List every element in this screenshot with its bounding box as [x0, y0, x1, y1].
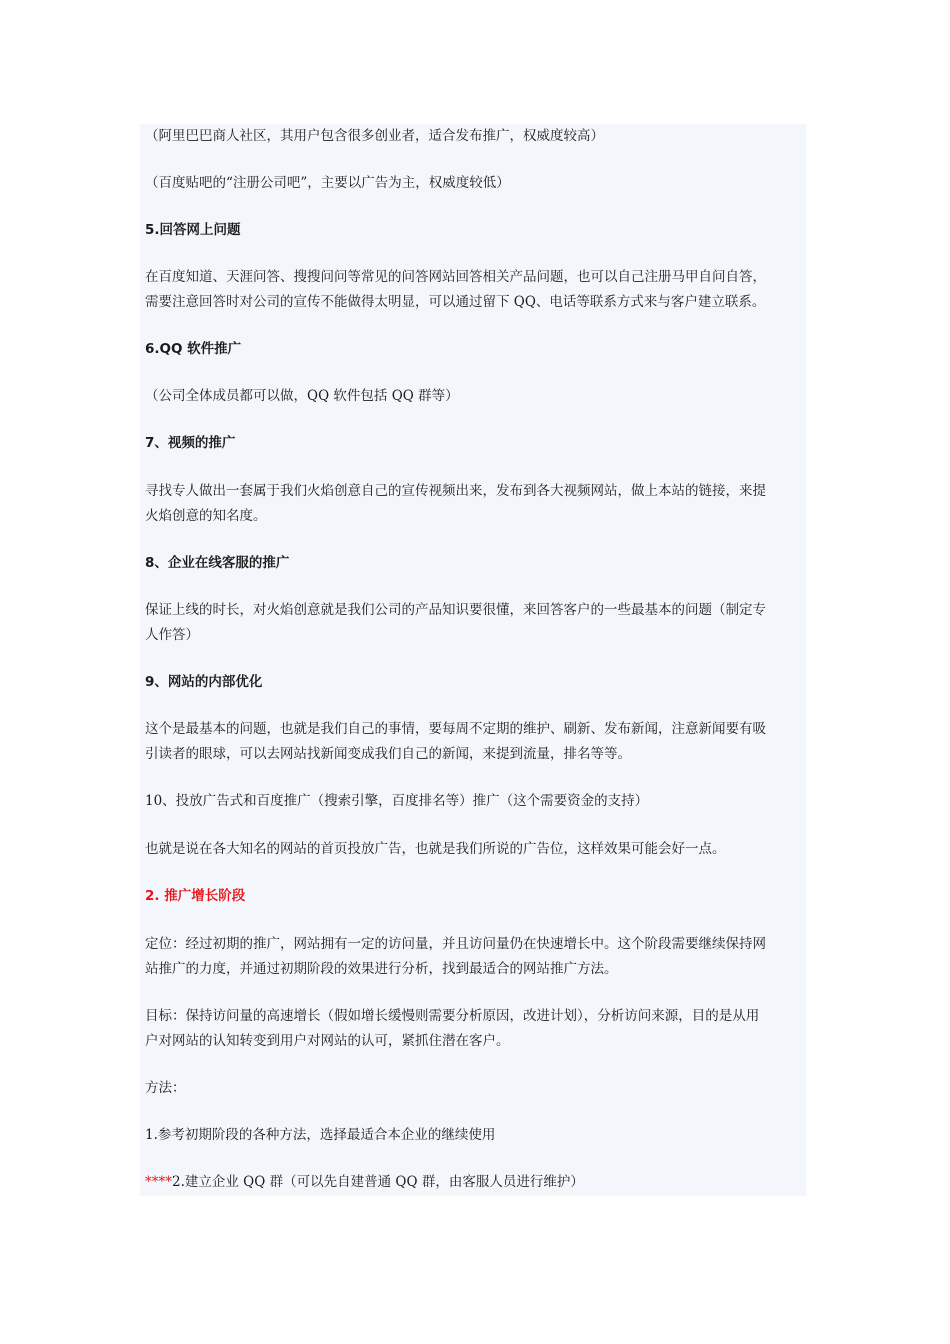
paragraph-line: 寻找专人做出一套属于我们火焰创意自己的宣传视频出来，发布到各大视频网站，做上本站的链接，来提	[145, 483, 766, 499]
paragraph-line: 需要注意回答时对公司的宣传不能做得太明显，可以通过留下 QQ、电话等联系方式来与客户建立联系。	[145, 294, 766, 310]
paragraph-line: 人作答）	[145, 627, 199, 643]
paragraph: 方法：	[145, 1080, 186, 1096]
paragraph: 10、投放广告式和百度推广（搜索引擎，百度排名等）推广（这个需要资金的支持）	[145, 793, 649, 809]
section-heading: 7、视频的推广	[145, 435, 236, 451]
paragraph-line: 站推广的力度，并通过初期阶段的效果进行分析，找到最适合的网站推广方法。	[145, 961, 618, 977]
paragraph-line: 保证上线的时长，对火焰创意就是我们公司的产品知识要很懂，来回答客户的一些最基本的问题（制定专	[145, 602, 766, 618]
paragraph: 1.参考初期阶段的各种方法，选择最适合本企业的继续使用	[145, 1127, 496, 1143]
paragraph: （阿里巴巴商人社区，其用户包含很多创业者，适合发布推广，权威度较高）	[145, 128, 604, 144]
paragraph-line: 目标：保持访问量的高速增长（假如增长缓慢则需要分析原因，改进计划），分析访问来源，目的是从用	[145, 1008, 760, 1024]
paragraph-line: 这个是最基本的问题，也就是我们自己的事情，要每周不定期的维护、刷新、发布新闻，注意新闻要有吸	[145, 721, 766, 737]
paragraph-line: 户对网站的认知转变到用户对网站的认可，紧抓住潜在客户。	[145, 1033, 510, 1049]
section-heading: 9、网站的内部优化	[145, 674, 263, 690]
paragraph: （百度贴吧的“注册公司吧”，主要以广告为主，权威度较低）	[145, 175, 510, 191]
section-heading: 8、企业在线客服的推广	[145, 555, 290, 571]
section-heading: 6.QQ 软件推广	[145, 341, 242, 357]
emphasis-stars: ****	[145, 1174, 172, 1190]
paragraph-line: 在百度知道、天涯问答、搜搜问问等常见的问答网站回答相关产品问题，也可以自己注册马甲自问自答，	[145, 269, 766, 285]
paragraph-line: 引读者的眼球，可以去网站找新闻变成我们自己的新闻，来提到流量，排名等等。	[145, 746, 631, 762]
paragraph-text: 2.建立企业 QQ 群（可以先自建普通 QQ 群，由客服人员进行维护）	[172, 1174, 584, 1190]
stage-heading: 2. 推广增长阶段	[145, 888, 246, 904]
paragraph: （公司全体成员都可以做，QQ 软件包括 QQ 群等）	[145, 388, 459, 404]
paragraph: 也就是说在各大知名的网站的首页投放广告，也就是我们所说的广告位，这样效果可能会好一点。	[145, 841, 726, 857]
section-heading: 5.回答网上问题	[145, 222, 241, 238]
paragraph	[145, 1170, 805, 1195]
paragraph-line: 定位：经过初期的推广，网站拥有一定的访问量，并且访问量仍在快速增长中。这个阶段需要继续保持网	[145, 936, 766, 952]
paragraph-line: 火焰创意的知名度。	[145, 508, 267, 524]
